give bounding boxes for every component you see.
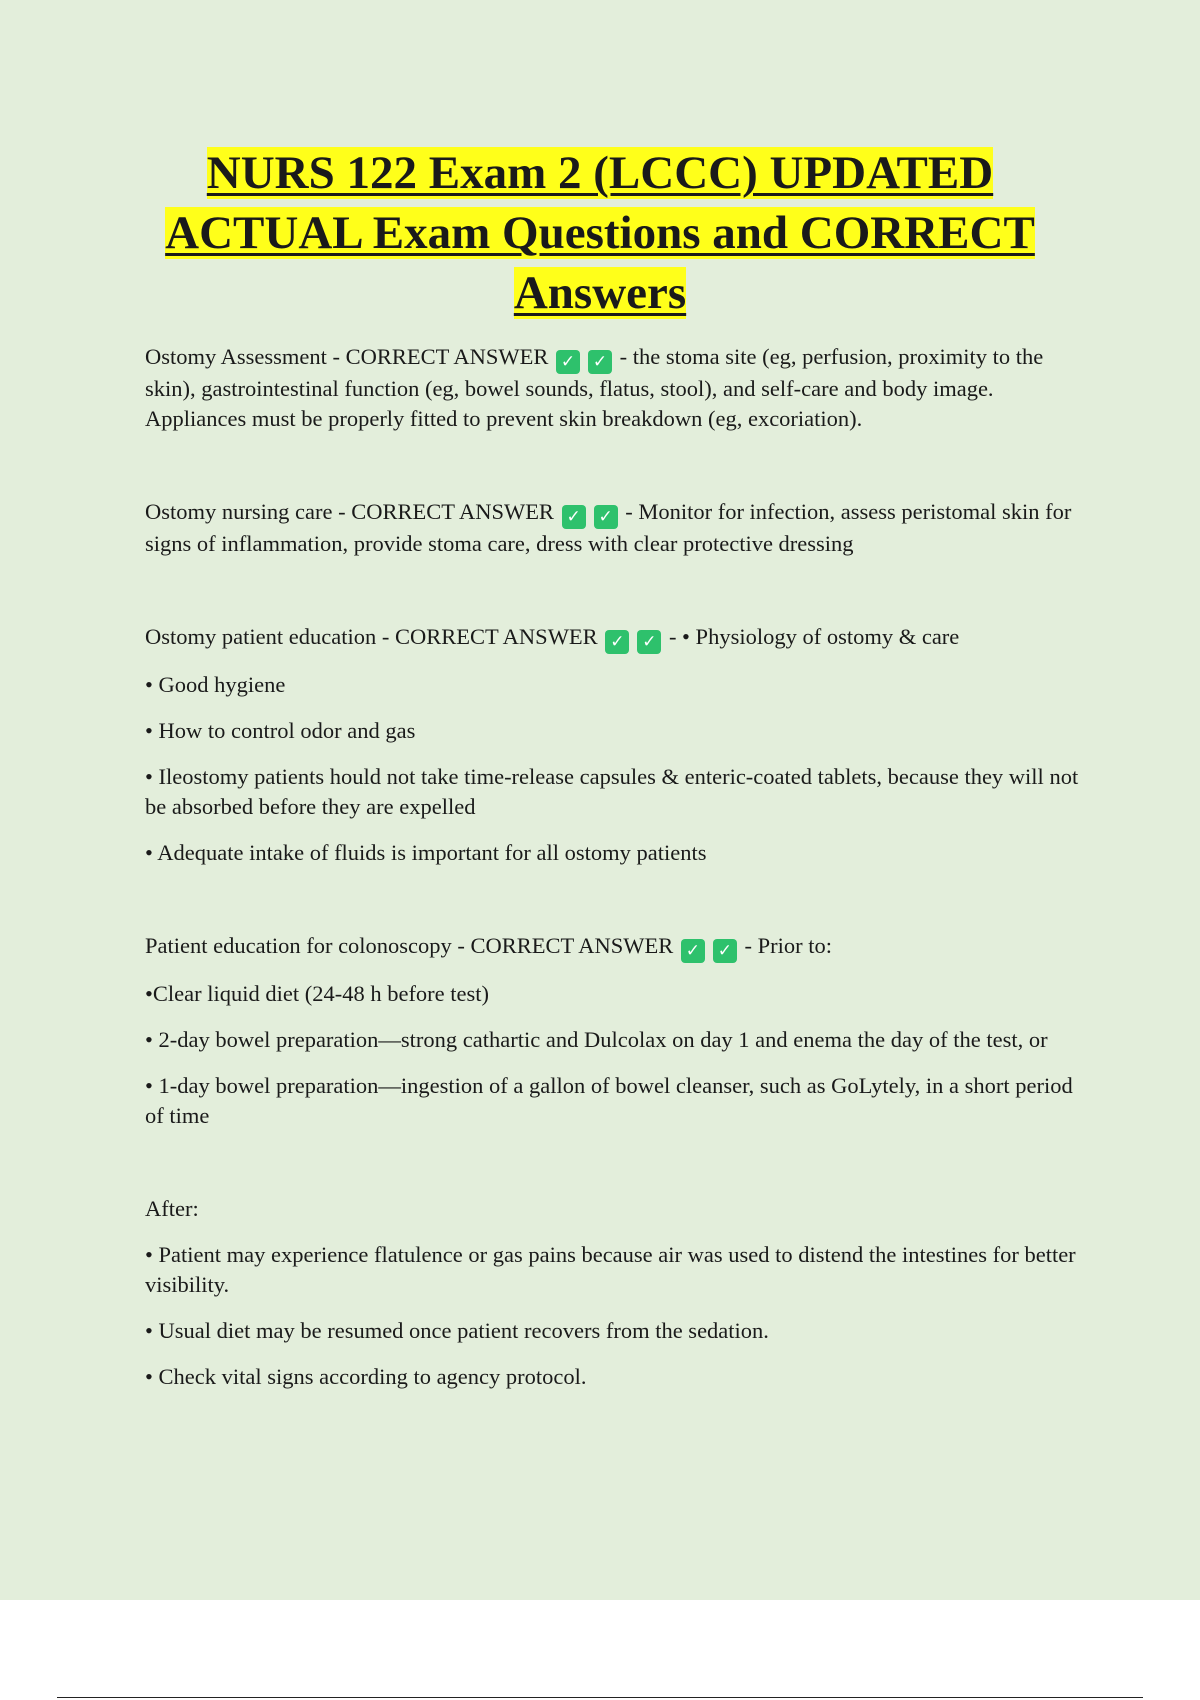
qa-entry-ostomy-patient-education <box>145 622 1090 654</box>
after-heading: After: <box>145 1196 199 1221</box>
title-line-1: NURS 122 Exam 2 (LCCC) UPDATED <box>206 147 994 199</box>
qa-entry-colonoscopy-education <box>145 931 1090 963</box>
check-mark-icon: ✓ <box>562 505 586 529</box>
document-title <box>120 143 1080 323</box>
title-line-2: ACTUAL Exam Questions and CORRECT <box>165 207 1035 259</box>
question-text: Ostomy nursing care - CORRECT ANSWER <box>145 499 554 524</box>
bullet-item: • Ileostomy patients hould not take time-release capsules & enteric-coated tablets, because they will not be absorbed before they are expelled <box>145 764 1079 819</box>
bullet-item: • 1-day bowel preparation—ingestion of a gallon of bowel cleanser, such as GoLytely, in a short period of time <box>145 1073 1073 1128</box>
question-text: Patient education for colonoscopy - CORRECT ANSWER <box>145 933 674 958</box>
check-mark-icon: ✓ <box>588 350 612 374</box>
bullet-item: • Patient may experience flatulence or gas pains because air was used to distend the intestines for better visibility. <box>145 1242 1076 1297</box>
bullet-item: • 2-day bowel preparation—strong cathartic and Dulcolax on day 1 and enema the day of the test, or <box>145 1027 1048 1052</box>
question-text: Ostomy Assessment - CORRECT ANSWER <box>145 344 549 369</box>
title-line-3: Answers <box>513 267 687 319</box>
bullet-item: • Usual diet may be resumed once patient recovers from the sedation. <box>145 1318 769 1343</box>
check-mark-icon: ✓ <box>594 505 618 529</box>
bullet-item: •Clear liquid diet (24-48 h before test) <box>145 981 490 1006</box>
qa-entry-ostomy-nursing-care <box>145 497 1090 559</box>
footer-divider <box>57 1697 1143 1698</box>
bullet-item: • Adequate intake of fluids is important for all ostomy patients <box>145 840 707 865</box>
answer-text: - the stoma site (eg, perfusion, proximity to the skin), gastrointestinal function (eg, bowel sounds, flatus, stool), and self-care and body image. Appliances must be properly fitted to prevent skin breakdown (eg, excoriation). <box>145 344 1044 431</box>
qa-entry-ostomy-assessment <box>145 342 1090 434</box>
question-text: Ostomy patient education - CORRECT ANSWER <box>145 624 598 649</box>
bullet-item: • Check vital signs according to agency protocol. <box>145 1364 587 1389</box>
check-mark-icon: ✓ <box>681 939 705 963</box>
bullet-item: • Good hygiene <box>145 672 286 697</box>
answer-text: - • Physiology of ostomy & care <box>668 624 960 649</box>
check-mark-icon: ✓ <box>556 350 580 374</box>
check-mark-icon: ✓ <box>713 939 737 963</box>
answer-text: - Prior to: <box>744 933 833 958</box>
bullet-item: • How to control odor and gas <box>145 718 416 743</box>
answer-text: - Monitor for infection, assess peristomal skin for signs of inflammation, provide stoma care, dress with clear protective dressing <box>145 499 1072 556</box>
check-mark-icon: ✓ <box>605 630 629 654</box>
qa-content <box>145 342 1090 1392</box>
check-mark-icon: ✓ <box>637 630 661 654</box>
